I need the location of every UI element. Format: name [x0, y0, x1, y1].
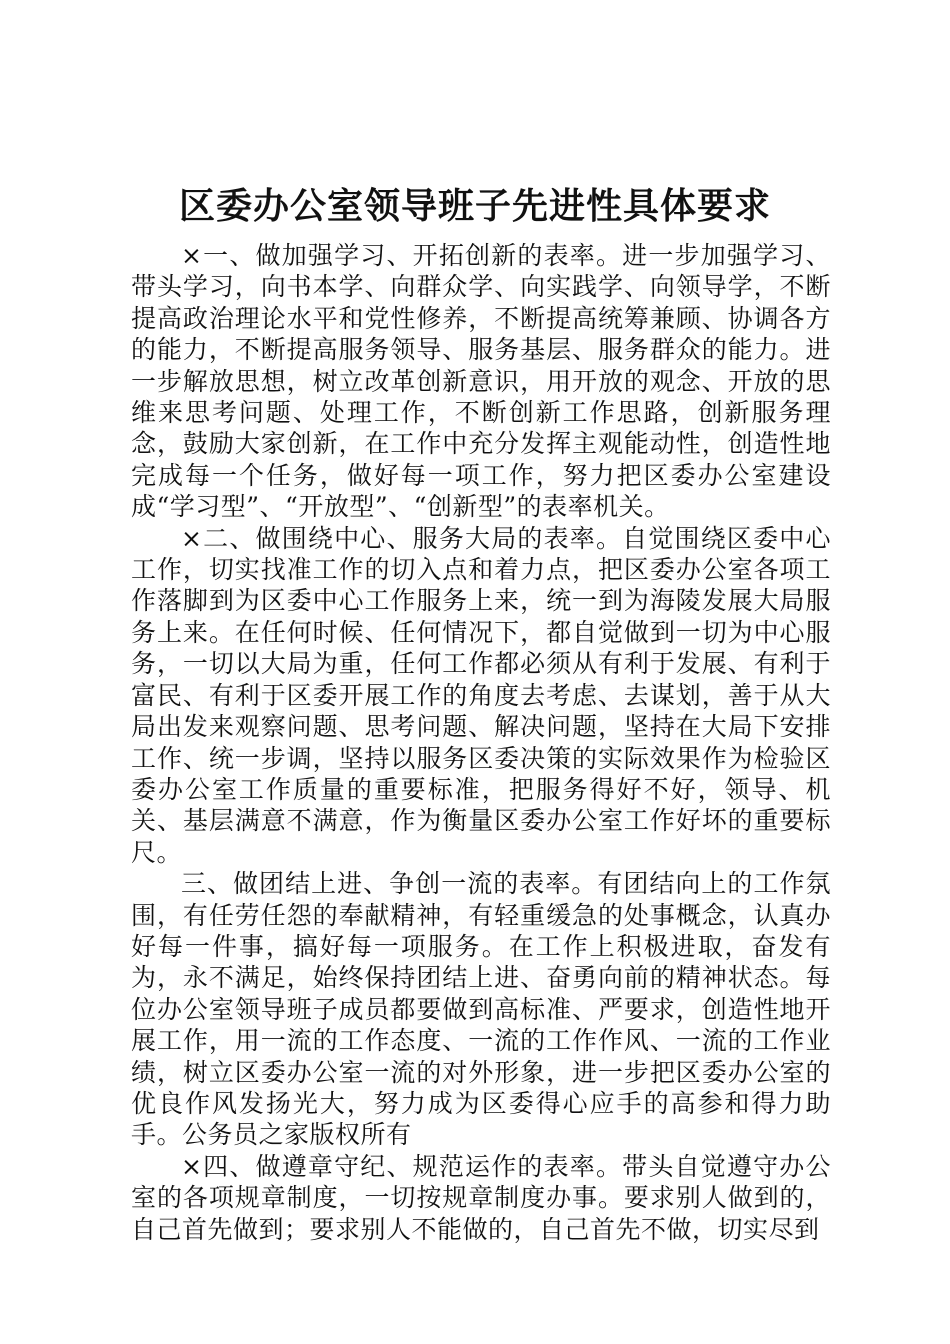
- document-body: [131, 240, 831, 1245]
- paragraph-4: ×四、做遵章守纪、规范运作的表率。带头自觉遵守办公室的各项规章制度，一切按规章制度办事。要求别人做到的，自己首先做到；要求别人不能做的，自己首先不做，切实尽到: [131, 1151, 831, 1244]
- document-title: 区委办公室领导班子先进性具体要求: [178, 186, 771, 227]
- paragraph-1: ×一、做加强学习、开拓创新的表率。进一步加强学习、带头学习，向书本学、向群众学、向实践学、向领导学，不断提高政治理论水平和党性修养，不断提高统筹兼顾、协调各方的能力，不断提高服务领导、服务基层、服务群众的能力。进一步解放思想，树立改革创新意识，用开放的观念、开放的思维来思考问题、处理工作，不断创新工作思路，创新服务理念，鼓励大家创新，在工作中充分发挥主观能动性，创造性地完成每一个任务，做好每一项工作，努力把区委办公室建设成“学习型”、“开放型”、“创新型”的表率机关。: [131, 241, 831, 522]
- paragraph-3: 三、做团结上进、争创一流的表率。有团结向上的工作氛围，有任劳任怨的奉献精神，有轻重缓急的处事概念，认真办好每一件事，搞好每一项服务。在工作上积极进取，奋发有为，永不满足，始终保持团结上进、奋勇向前的精神状态。每位办公室领导班子成员都要做到高标准、严要求，创造性地开展工作，用一流的工作态度、一流的工作作风、一流的工作业绩，树立区委办公室一流的对外形象，进一步把区委办公室的优良作风发扬光大，努力成为区委得心应手的高参和得力助手。公务员之家版权所有: [131, 869, 831, 1150]
- paragraph-2: ×二、做围绕中心、服务大局的表率。自觉围绕区委中心工作，切实找准工作的切入点和着力点，把区委办公室各项工作落脚到为区委中心工作服务上来，统一到为海陵发展大局服务上来。在任何时候、任何情况下，都自觉做到一切为中心服务，一切以大局为重，任何工作都必须从有利于发展、有利于富民、有利于区委开展工作的角度去考虑、去谋划，善于从大局出发来观察问题、思考问题、解决问题，坚持在大局下安排工作、统一步调，坚持以服务区委决策的实际效果作为检验区委办公室工作质量的重要标准，把服务得好不好，领导、机关、基层满意不满意，作为衡量区委办公室工作好坏的重要标尺。: [131, 523, 831, 867]
